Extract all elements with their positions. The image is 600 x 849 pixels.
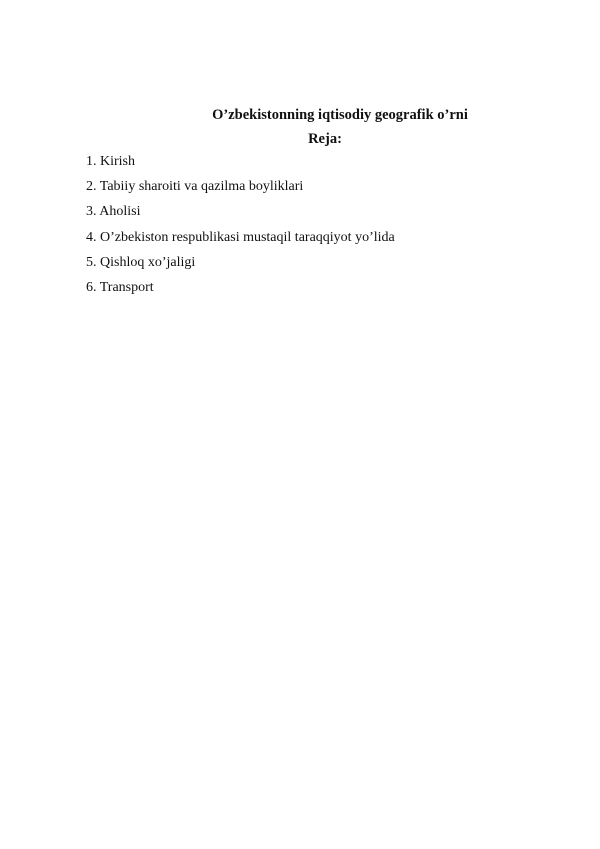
plan-item-mustaqil-taraqqiyot: 4. O’zbekiston respublikasi mustaqil taraqqiyot yo’lida — [86, 229, 395, 245]
plan-heading: Reja: — [308, 131, 342, 147]
plan-item-tabiiy-sharoiti: 2. Tabiiy sharoiti va qazilma boyliklari — [86, 179, 304, 195]
plan-item-kirish: 1. Kirish — [86, 154, 135, 169]
plan-item-aholisi: 3. Aholisi — [86, 204, 141, 220]
plan-list — [86, 152, 395, 303]
document-title: O’zbekistonning iqtisodiy geografik o’rni — [212, 107, 468, 123]
plan-item-qishloq-xojaligi: 5. Qishloq xo’jaligi — [86, 254, 196, 270]
plan-item-transport: 6. Transport — [86, 279, 154, 295]
